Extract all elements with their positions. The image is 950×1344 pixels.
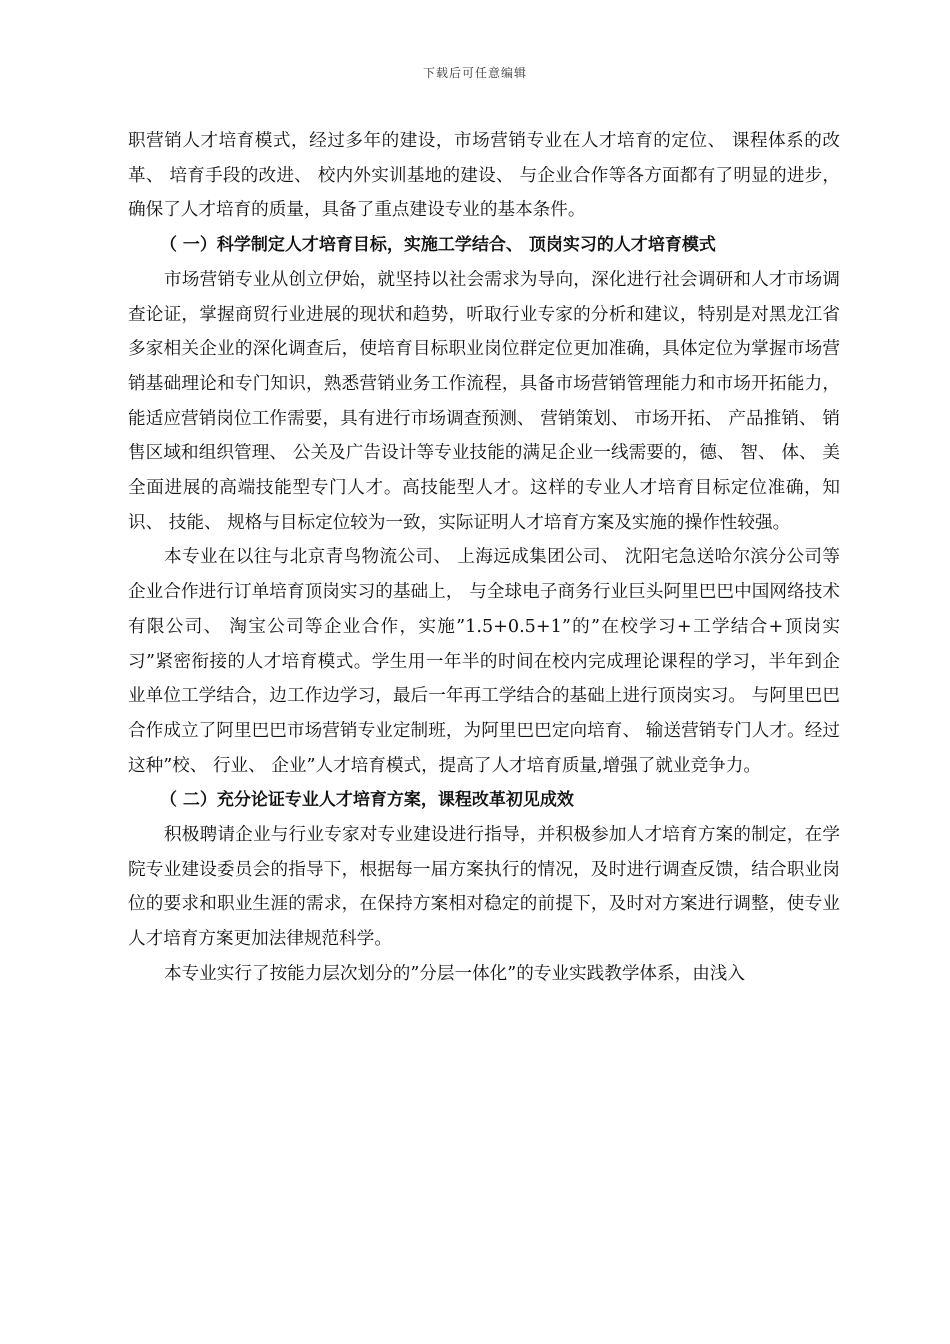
section-heading-1: （ 一）科学制定人才培育目标，实施工学结合、 顶岗实习的人才培育模式 [160, 235, 716, 256]
document-body [128, 124, 840, 992]
paragraph-training-goal: 市场营销专业从创立伊始，就坚持以社会需求为导向，深化进行社会调研和人才市场调查论证，掌握商贸行业进展的现状和趋势，听取行业专家的分析和建议，特别是对黑龙江省多家相关企业的深化调查后，使培育目标职业岗位群定位更加准确，具体定位为掌握市场营销基础理论和专门知识，熟悉营销业务工作流程，具备市场营销管理能力和市场开拓能力，能适应营销岗位工作需要，具有进行市场调查预测、 营销策划、 市场开拓、 产品推销、 销售区域和组织管理、 公关及广告设计等专业技能的满足企业一线需要的，德、 智、 体、 美全面进展的高端技能型专门人才。高技能型人才。这样的专业人才培育目标定位准确，知识、 技能、 规格与目标定位较为一致，实际证明人才培育方案及实施的操作性较强。 [128, 269, 840, 533]
paragraph-plan-review: 积极聘请企业与行业专家对专业建设进行指导，并积极参加人才培育方案的制定，在学院专业建设委员会的指导下，根据每一届方案执行的情况，及时进行调查反馈，结合职业岗位的要求和职业生涯的需求，在保持方案相对稳定的前提下，及时对方案进行调整，使专业人才培育方案更加法律规范科学。 [128, 825, 840, 950]
paragraph-intro: 职营销人才培育模式，经过多年的建设，市场营销专业在人才培育的定位、 课程体系的改革、 培育手段的改进、 校内外实训基地的建设、 与企业合作等各方面都有了明显的进步，确保了人才培育的质量，具备了重点建设专业的基本条件。 [128, 131, 840, 221]
paragraph-practice-system: 本专业实行了按能力层次划分的”分层一体化”的专业实践教学体系，由浅入 [164, 963, 745, 984]
section-heading-2: （ 二）充分论证专业人才培育方案，课程改革初见成效 [160, 790, 574, 811]
paragraph-cooperation: 本专业在以往与北京青鸟物流公司、 上海远成集团公司、 沈阳宅急送哈尔滨分公司等企业合作进行订单培育顶岗实习的基础上， 与全球电子商务行业巨头阿里巴巴中国网络技术有限公司、 淘宝公司等企业合作，实施”1.5+0.5+1”的”在校学习+工学结合+顶岗实习”紧密衔接的人才培育模式。学生用一年半的时间在校内完成理论课程的学习，半年到企业单位工学结合，边工作边学习，最后一年再工学结合的基础上进行顶岗实习。 与阿里巴巴合作成立了阿里巴巴市场营销专业定制班，为阿里巴巴定向培育、 输送营销专门人才。经过这种”校、 行业、 企业”人才培育模式，提高了人才培育质量,增强了就业竞争力。 [128, 547, 840, 776]
page-header: 下载后可任意编辑 [422, 66, 527, 80]
